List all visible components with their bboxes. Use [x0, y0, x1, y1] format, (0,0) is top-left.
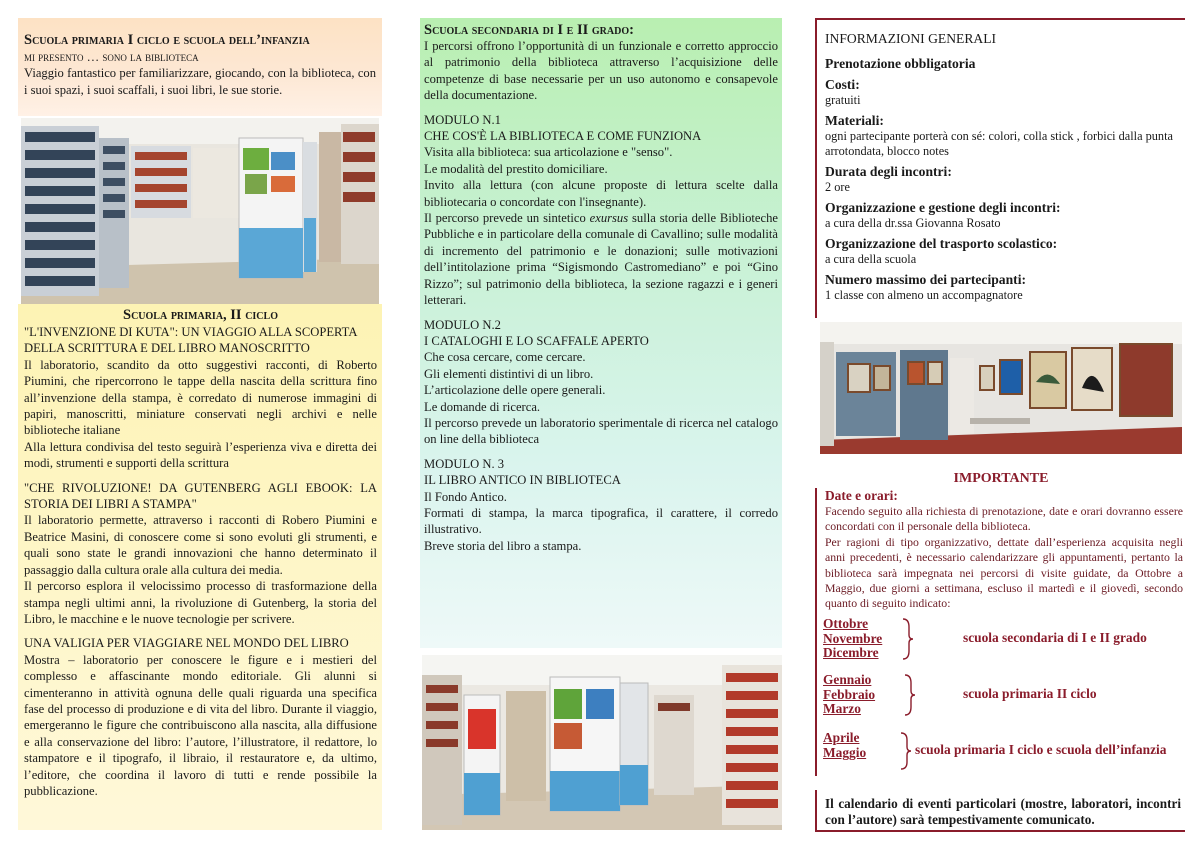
- schedule-row-secondary: [823, 617, 1183, 661]
- module-2-line: Le domande di ricerca.: [424, 399, 541, 414]
- materials-label: Materiali:: [825, 113, 884, 128]
- module-1-line: Le modalità del prestito domiciliare.: [424, 161, 608, 176]
- schedule-group: scuola primaria II ciclo: [963, 686, 1097, 701]
- module-1-text: Il percorso prevede un sintetico exursus sulla storia delle Biblioteche Pubbliche e in particolare della comunale di Cavallino; sulle modalità di incremento del patrimonio e le donazioni; sulle motivazioni dell’intitolazione prima “Sigismondo Castromediano” e poi “Gino Rizzo”; sul patrimonio della biblioteca, la sezione ragazzi e i generi letterari.: [424, 211, 778, 308]
- brace-icon: [901, 617, 915, 661]
- brace-icon: [903, 673, 917, 717]
- column-1: [18, 0, 382, 849]
- module-2-text: Il percorso prevede un laboratorio sperimentale di ricerca nel catalogo on line della biblioteca: [424, 415, 778, 447]
- lab-gutenberg-text: Il laboratorio permette, attraverso i racconti di Robero Piumini e Beatrice Masini, di conoscere come si sono evoluti gli strumenti, e quali sono state le grandi innovazioni che hanno determinato il passaggio dalla cultura orale alla cultura dei media.: [24, 513, 377, 577]
- module-3-line: Formati di stampa, la marca tipografica, il carattere, il corredo illustrativo.: [424, 505, 778, 537]
- materials-value: ogni partecipante porterà con sé: colori, colla stick , forbici dalla punta arrotondata, blocco notes: [825, 129, 1173, 158]
- exhibition-hall-photo: [820, 322, 1182, 454]
- dates-text: Facendo seguito alla richiesta di prenotazione, date e orari dovranno essere concordati con il personale della biblioteca.: [825, 504, 1183, 534]
- module-1-title: CHE COS'È LA BIBLIOTECA E COME FUNZIONA: [424, 129, 702, 144]
- booking-required: Prenotazione obbligatoria: [825, 56, 976, 71]
- costs-label: Costi:: [825, 77, 860, 92]
- section-title-secondary: Scuola secondaria di I e II grado:: [424, 22, 634, 38]
- duration-value: 2 ore: [825, 180, 850, 194]
- schedule-month: Ottobre: [823, 616, 869, 631]
- module-3-line: Breve storia del libro a stampa.: [424, 538, 582, 553]
- schedule-month: Dicembre: [823, 645, 879, 660]
- lab-valigia-title: UNA VALIGIA PER VIAGGIARE NEL MONDO DEL LIBRO: [24, 636, 349, 651]
- module-3-title: IL LIBRO ANTICO IN BIBLIOTECA: [424, 473, 621, 488]
- module-2-label: MODULO N.2: [424, 317, 501, 332]
- module-1-line: Invito alla lettura (con alcune proposte di lettura scelte dalla bibliotecaria o concordate con l'insegnante).: [424, 178, 778, 209]
- max-participants-value: 1 classe con almeno un accompagnatore: [825, 288, 1023, 302]
- module-2-line: Che cosa cercare, come cercare.: [424, 350, 586, 365]
- column-3: [815, 0, 1185, 849]
- lab-kuta-title: "L'INVENZIONE DI KUTA": UN VIAGGIO ALLA SCOPERTA DELLA SCRITTURA E DEL LIBRO MANOSCRITTO: [24, 325, 357, 356]
- secondary-school-box: [420, 18, 782, 648]
- transport-label: Organizzazione del trasporto scolastico:: [825, 236, 1058, 251]
- brace-icon: [899, 731, 913, 771]
- dates-label: Date e orari:: [825, 488, 898, 503]
- calendar-note: Il calendario di eventi particolari (mostre, laboratori, incontri con l’autore) sarà tempestivamente comunicato.: [815, 790, 1185, 832]
- module-3-line: Il Fondo Antico.: [424, 489, 507, 504]
- primary-second-cycle-box: [18, 304, 382, 830]
- section-title-primary-first-cycle: Scuola primaria I ciclo e scuola dell’infanzia: [24, 32, 310, 48]
- lab-valigia-text: Mostra – laboratorio per conoscere le figure e i mestieri del complesso e affascinante mondo editoriale. Gli alunni si cimenteranno in attività ognuna delle quali riguarda una specifica fase del processo di produzione e di vita del libro. Durante il viaggio, emergeranno le figure che contribuiscono alla nascita, alla diffusione e alla conservazione del libro: l’autore, l’illustratore, il redattore, lo stampatore e il tipografo, il libraio, il restauratore e, da ultimo, l’editore, che coordina il lavoro di tutti e rende possibile la pubblicazione.: [24, 652, 377, 798]
- column-2: [420, 0, 782, 849]
- schedule-row-primary-first: [823, 731, 1183, 775]
- secondary-intro: I percorsi offrono l’opportunità di un funzionale e corretto approccio al patrimonio della biblioteca attraverso l’acquisizione delle competenze di base necessarie per un uso autonomo e consapevole della documentazione.: [424, 39, 778, 103]
- schedule-month: Gennaio: [823, 672, 872, 687]
- schedule-group: scuola secondaria di I e II grado: [963, 630, 1147, 645]
- module-1-line: Visita alla biblioteca: sua articolazione e "senso".: [424, 145, 673, 160]
- lab-kuta-text: Il laboratorio, scandito da otto suggestivi racconti, di Roberto Piumini, che ripercorrono le tappe della nascita della scrittura fino all’invenzione della stampa, è corredato di numerose immagini di papiri, manoscritti, miniature conservati negli archivi e nelle biblioteche italiane: [24, 357, 377, 438]
- schedule-month: Aprile: [823, 730, 860, 745]
- organization-value: a cura della dr.ssa Giovanna Rosato: [825, 216, 1001, 230]
- lab-gutenberg-title: "CHE RIVOLUZIONE! DA GUTENBERG AGLI EBOOK: LA STORIA DEI LIBRI A STAMPA": [24, 480, 377, 512]
- library-shelves-photo: [21, 118, 379, 304]
- module-1-label: MODULO N.1: [424, 112, 501, 127]
- schedule-row-primary-second: [823, 673, 1183, 717]
- transport-value: a cura della scuola: [825, 252, 917, 266]
- schedule-month: Novembre: [823, 630, 883, 646]
- schedule-month: Febbraio: [823, 686, 876, 702]
- primary-first-cycle-box: [18, 18, 382, 116]
- module-2-line: L’articolazione delle opere generali.: [424, 383, 606, 398]
- max-participants-label: Numero massimo dei partecipanti:: [825, 272, 1026, 287]
- duration-label: Durata degli incontri:: [825, 164, 952, 179]
- important-title: IMPORTANTE: [953, 471, 1049, 486]
- section-text: Viaggio fantastico per familiarizzare, giocando, con la biblioteca, con i suoi spazi, i suoi scaffali, i suoi libri, le sue storie.: [24, 66, 376, 97]
- section-subtitle: mi presento … sono la biblioteca: [24, 50, 199, 64]
- module-2-title: I CATALOGHI E LO SCAFFALE APERTO: [424, 333, 649, 348]
- module-3-label: MODULO N. 3: [424, 456, 505, 471]
- info-title: INFORMAZIONI GENERALI: [825, 31, 997, 46]
- costs-value: gratuiti: [825, 93, 861, 107]
- organization-label: Organizzazione e gestione degli incontri:: [825, 200, 1061, 215]
- lab-gutenberg-text-2: Il percorso esplora il velocissimo processo di trasformazione della stampa negli ultimi anni, la rivoluzione di Gutenberg, la storia del Libro, le macchine e le nuove tecnologie per scrivere.: [24, 579, 377, 626]
- lab-kuta-text-2: Alla lettura condivisa del testo seguirà l’esperienza viva e diretta dei modi, strumenti e supporti della scrittura: [24, 439, 377, 471]
- dates-text-2: Per ragioni di tipo organizzativo, dettate dall’esperienza acquisita negli anni precedenti, è necessario calendarizzare gli appuntamenti, pertanto la biblioteca sarà impegnata nei percorsi di visite guidate, da Ottobre a Maggio, due giorni a settimana, escluso il martedì e il giovedì, secondo quanto di seguito indicato:: [825, 534, 1183, 611]
- schedule-month: Marzo: [823, 701, 861, 716]
- module-2-line: Gli elementi distintivi di un libro.: [424, 366, 594, 381]
- general-info-box: [815, 18, 1185, 318]
- schedule-month: Maggio: [823, 744, 867, 760]
- schedule-group: scuola primaria I ciclo e scuola dell’infanzia: [915, 742, 1167, 757]
- library-interior-photo: [422, 655, 782, 830]
- section-title-primary-second-cycle: Scuola primaria, II ciclo: [123, 307, 278, 323]
